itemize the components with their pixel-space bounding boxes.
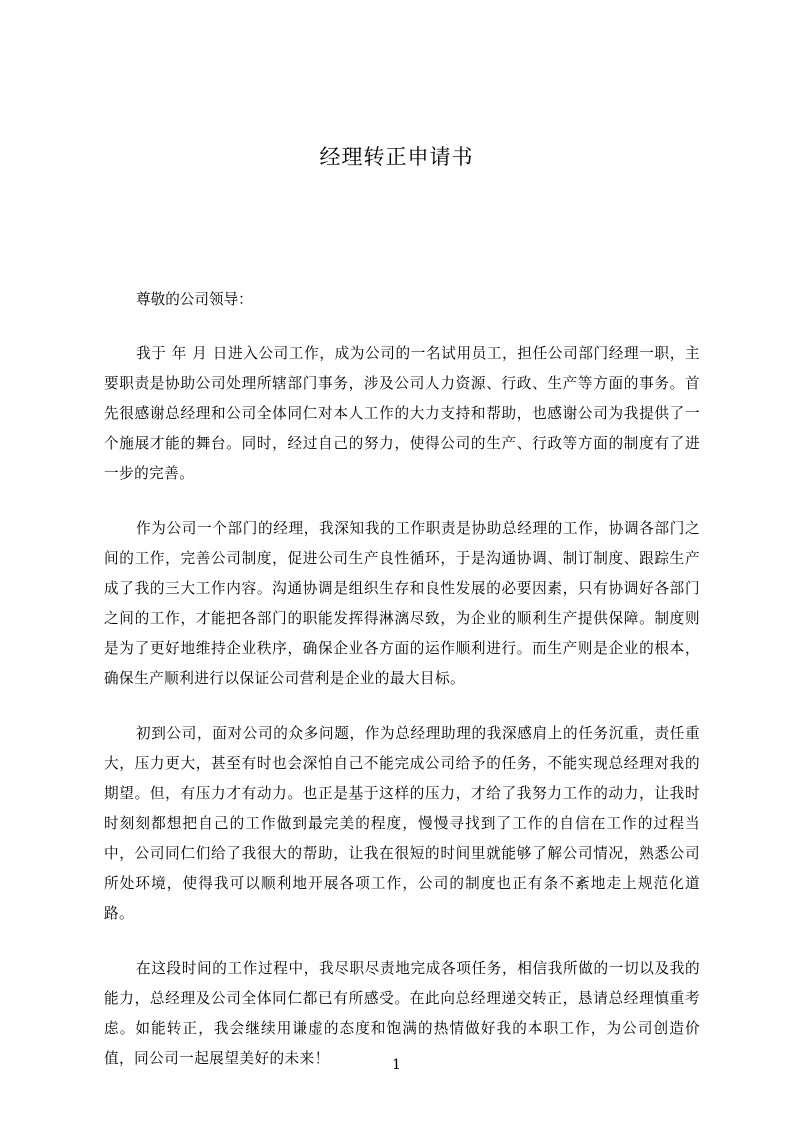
salutation: 尊敬的公司领导： — [136, 291, 253, 308]
paragraph-1: 我于 年 月 日进入公司工作，成为公司的一名试用员工，担任公司部门经理一职，主要职责是协助公司处理所辖部门事务，涉及公司人力资源、行政、生产等方面的事务。首先很感谢总经理和公司全体同仁对本人工作的大力支持和帮助，也感谢公司为我提供了一个施展才能的舞台。同时，经过自己的努力，使得公司的生产、行政等方面的制度有了进一步的完善。 — [104, 345, 700, 482]
paragraph-2: 作为公司一个部门的经理，我深知我的工作职责是协助总经理的工作，协调各部门之间的工作，完善公司制度，促进公司生产良性循环，于是沟通协调、制订制度、跟踪生产成了我的三大工作内容。沟通协调是组织生存和良性发展的必要因素，只有协调好各部门之间的工作，才能把各部门的职能发挥得淋漓尽致，为企业的顺利生产提供保障。制度则是为了更好地维持企业秩序，确保企业各方面的运作顺利进行。而生产则是企业的根本，确保生产顺利进行以保证公司营利是企业的最大目标。 — [104, 520, 700, 687]
document-body — [104, 286, 700, 1099]
paragraph-3: 初到公司，面对公司的众多问题，作为总经理助理的我深感肩上的任务沉重，责任重大，压力更大，甚至有时也会深怕自己不能完成公司给予的任务，不能实现总经理对我的期望。但，有压力才有动力。也正是基于这样的压力，才给了我努力工作的动力，让我时时刻刻都想把自己的工作做到最完美的程度，慢慢寻找到了工作的自信在工作的过程当中，公司同仁们给了我很大的帮助，让我在很短的时间里就能够了解公司情况，熟悉公司所处环境，使得我可以顺利地开展各项工作，公司的制度也正有条不紊地走上规范化道路。 — [104, 725, 700, 922]
paragraph-4: 在这段时间的工作过程中，我尽职尽责地完成各项任务，相信我所做的一切以及我的能力，总经理及公司全体同仁都已有所感受。在此向总经理递交转正，恳请总经理慎重考虑。如能转正，我会继续用谦虚的态度和饱满的热情做好我的本职工作，为公司创造价值，同公司一起展望美好的未来！ — [104, 960, 700, 1067]
document-title: 经理转正申请书 — [319, 145, 474, 169]
page-number: 1 — [392, 1057, 401, 1073]
